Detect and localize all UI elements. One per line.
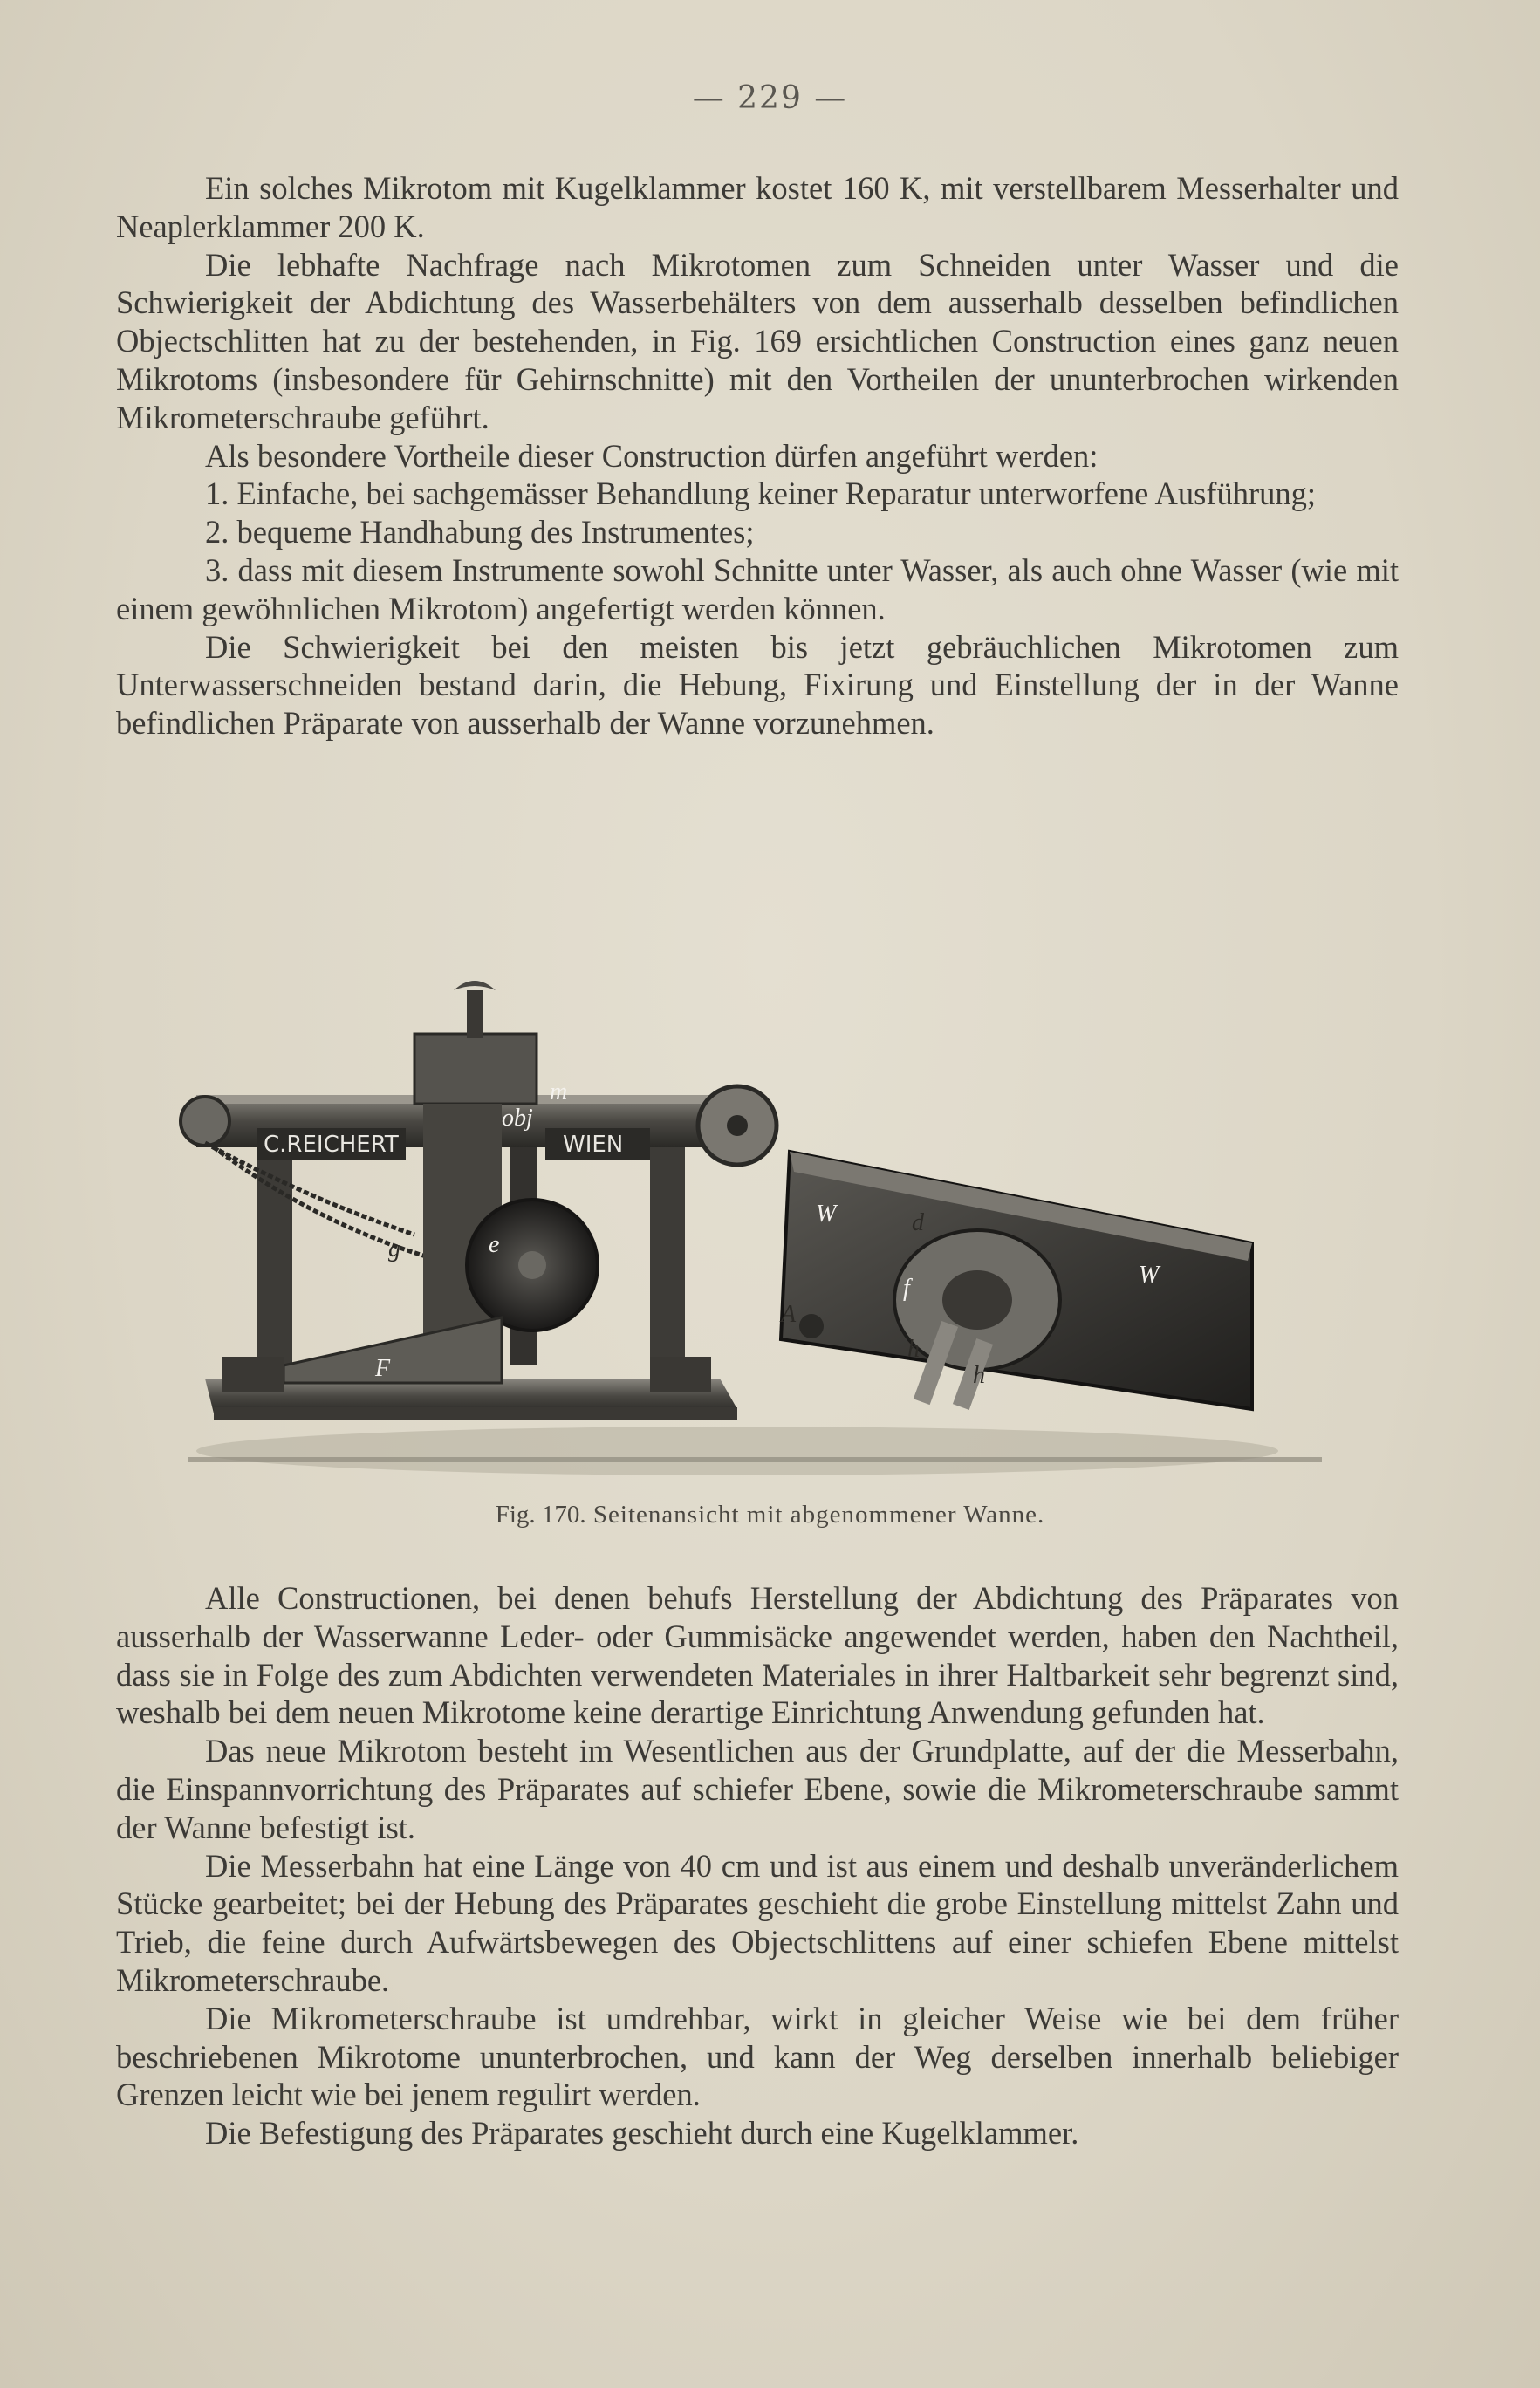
microtome-illustration	[179, 973, 1339, 1488]
paragraph: Die lebhafte Nachfrage nach Mikrotomen zum Schneiden unter Wasser und die Schwierigkeit der Abdichtung des Wasserbehälters von dem ausserhalb desselben befindlichen Objectschlitten hat zu der bestehenden, in Fig. 169 ersichtlichen Construction eines ganz neuen Mikrotoms (insbesondere für Gehirnschnitte) mit den Vortheilen der ununterbrochen wirkenden Mikrometerschraube geführt.	[116, 246, 1399, 435]
figure-caption	[0, 1501, 1540, 1529]
microtome-engraving	[179, 973, 1339, 1488]
paragraph: Alle Constructionen, bei denen behufs Herstellung der Abdichtung des Präparates von ausserhalb der Wasserwanne Leder- oder Gummisäcke angewendet werden, haben den Nachtheil, dass sie in Folge des zum Abdichten verwendeten Materiales in ihrer Haltbarkeit sehr begrenzt sind, weshalb bei dem neuen Mikrotome keine derartige Einrichtung Anwendung gefunden hat.	[116, 1580, 1399, 1731]
list-item: 1. Einfache, bei sachgemässer Behandlung keiner Reparatur unterworfene Ausführung;	[205, 476, 1316, 512]
base-edge	[214, 1407, 737, 1420]
left-wheel	[181, 1097, 229, 1146]
micrometer-disc-hub	[518, 1251, 546, 1279]
ground-line	[188, 1457, 1322, 1462]
label-m: m	[550, 1078, 568, 1105]
nameplate-left: C.REICHERT	[264, 1132, 399, 1158]
label-h: h	[907, 1336, 920, 1363]
caption-number: Fig. 170.	[495, 1501, 586, 1529]
text-block-top	[116, 169, 1399, 742]
label-f: f	[903, 1275, 910, 1302]
label-obj: obj	[502, 1105, 533, 1132]
label-e: e	[489, 1231, 500, 1258]
paragraph: Das neue Mikrotom besteht im Wesentlichen aus der Grundplatte, auf der die Messerbahn, die Einspannvorrichtung des Präparates auf schiefer Ebene, sowie die Mikrometerschraube sammt der Wanne befestigt ist.	[116, 1733, 1399, 1845]
ground-shadow	[196, 1427, 1278, 1475]
label-W-right: W	[1139, 1262, 1160, 1289]
clamp-screw	[467, 990, 483, 1038]
label-A: A	[781, 1301, 797, 1328]
paragraph: Die Messerbahn hat eine Länge von 40 cm und ist aus einem und deshalb unveränderlichem Stücke gearbeitet; bei der Hebung des Präparates geschieht die grobe Einstellung mittelst Zahn und Trieb, die feine durch Aufwärtsbewegen des Objectschlittens auf einer schiefen Ebene mittelst Mikrometerschraube.	[116, 1847, 1399, 1998]
paragraph: Die Schwierigkeit bei den meisten bis jetzt gebräuchlichen Mikrotomen zum Unterwasserschneiden bestand darin, die Hebung, Fixirung und Einstellung der in der Wanne befindlichen Präparate von ausserhalb der Wanne vorzunehmen.	[116, 628, 1399, 742]
tray-disc-center	[942, 1270, 1012, 1330]
list-item: 3. dass mit diesem Instrumente sowohl Schnitte unter Wasser, als auch ohne Wasser (wie mit einem gewöhnlichen Mikrotom) angefertigt werden können.	[116, 551, 1399, 626]
paragraph: Als besondere Vortheile dieser Construction dürfen angeführt werden:	[205, 437, 1099, 474]
left-foot-clamp	[222, 1357, 284, 1392]
text-block-bottom	[116, 1579, 1399, 2152]
nameplate-right: WIEN	[563, 1132, 624, 1158]
foot-A	[799, 1314, 824, 1338]
label-W-left: W	[816, 1201, 837, 1228]
upright-right	[650, 1117, 685, 1379]
paragraph: Ein solches Mikrotom mit Kugelklammer kostet 160 K, mit verstellbarem Messerhalter und Neaplerklammer 200 K.	[116, 170, 1399, 244]
page-number: — 229 —	[692, 80, 848, 116]
object-clamp	[414, 1034, 537, 1104]
paragraph: Die Befestigung des Präparates geschieht durch eine Kugelklammer.	[205, 2115, 1079, 2152]
label-d: d	[912, 1209, 924, 1236]
label-g: g	[388, 1235, 400, 1262]
paragraph: Die Mikrometerschraube ist umdrehbar, wirkt in gleicher Weise wie bei dem früher beschriebenen Mikrotome ununterbrochen, und kann der Weg derselben innerhalb beliebiger Grenzen leicht wie bei jenem regulirt werden.	[116, 2000, 1399, 2113]
right-foot-clamp	[650, 1357, 711, 1392]
right-wheel-hub	[727, 1115, 748, 1136]
inclined-plane	[284, 1317, 502, 1383]
wing-nut-icon	[454, 981, 496, 990]
caption-text: Seitenansicht mit abgenommener Wanne.	[592, 1501, 1045, 1529]
list-item: 2. bequeme Handhabung des Instrumentes;	[205, 514, 755, 551]
label-F: F	[375, 1355, 391, 1382]
label-h-prime: h	[973, 1362, 985, 1389]
